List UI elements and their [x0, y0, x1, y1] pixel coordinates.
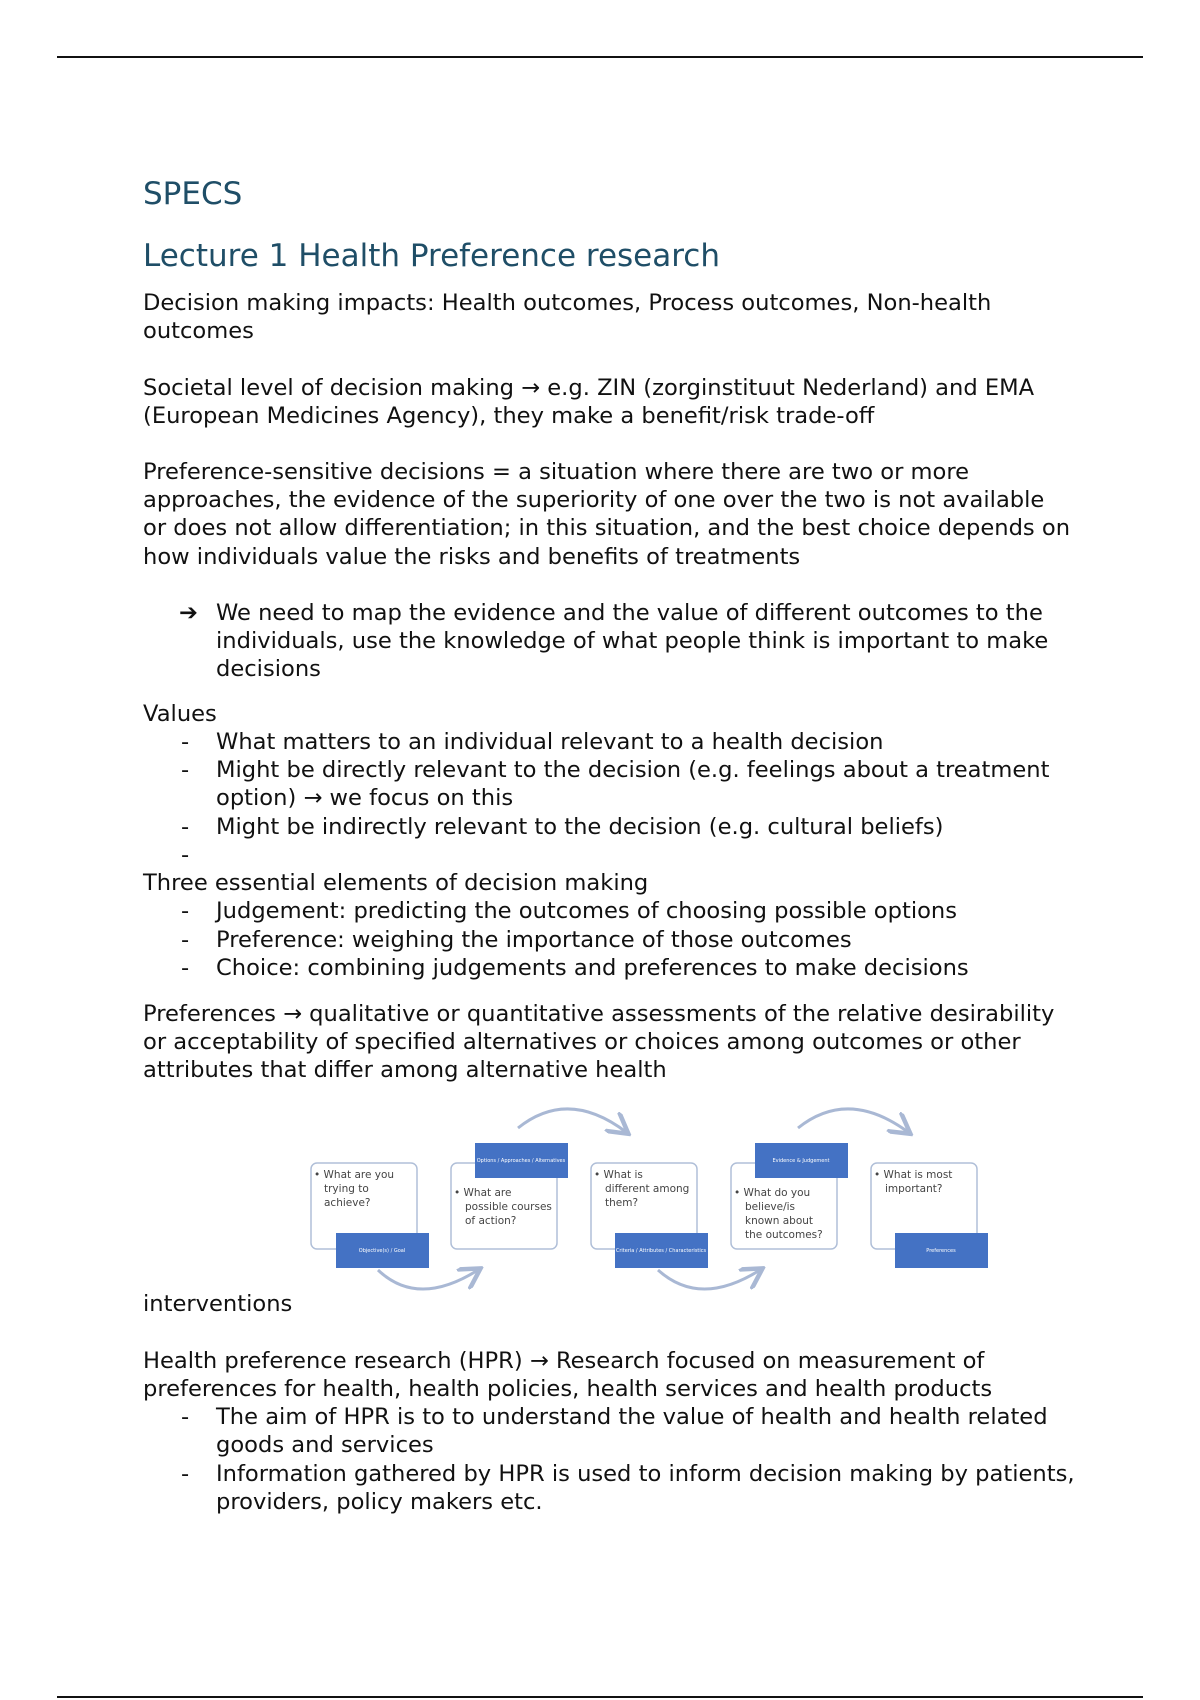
- list-item: The aim of HPR is to to understand the value of health and health related goods and services: [216, 1404, 1048, 1459]
- list-item: Preference: weighing the importance of those outcomes: [216, 927, 852, 953]
- list-dash: -: [181, 927, 190, 953]
- document-title: SPECS: [143, 176, 243, 212]
- arrow-point-text: We need to map the evidence and the value of different outcomes to the individuals, use the knowledge of what people think is important to make decisions: [216, 600, 1049, 683]
- banner-label: Criteria / Attributes / Characteristics: [615, 1248, 707, 1254]
- list-item: Information gathered by HPR is used to inform decision making by patients, providers, policy makers etc.: [216, 1461, 1075, 1516]
- list-item: What matters to an individual relevant to a health decision: [216, 729, 884, 755]
- elements-heading: Three essential elements of decision making: [143, 870, 649, 896]
- lecture-heading: Lecture 1 Health Preference research: [143, 238, 720, 274]
- arrow-bullet-icon: ➔: [179, 600, 198, 626]
- banner-label: Evidence & Judgement: [772, 1158, 830, 1164]
- paragraph-interventions: interventions: [143, 1291, 293, 1317]
- box-question: • What are you trying to achieve?: [314, 1169, 395, 1209]
- list-dash: -: [181, 1404, 190, 1430]
- decision-process-diagram: [308, 1100, 992, 1296]
- list-item: Judgement: predicting the outcomes of choosing possible options: [216, 898, 958, 924]
- list-dash: -: [181, 1461, 190, 1487]
- flow-arrow: [798, 1109, 908, 1132]
- paragraph-hpr: Health preference research (HPR) → Research focused on measurement of preferences for health, health policies, health services and health products: [143, 1348, 993, 1403]
- list-dash: -: [181, 814, 190, 840]
- list-dash: -: [181, 757, 190, 783]
- banner-label: Options / Approaches / Alternatives: [476, 1158, 566, 1164]
- list-item: Choice: combining judgements and preferences to make decisions: [216, 955, 969, 981]
- header-rule: [57, 56, 1143, 58]
- list-item: Might be indirectly relevant to the decision (e.g. cultural beliefs): [216, 814, 944, 840]
- paragraph-societal-level: Societal level of decision making → e.g. ZIN (zorginstituut Nederland) and EMA (European Medicines Agency), they make a benefit/risk trade-off: [143, 375, 1035, 430]
- list-dash: -: [181, 729, 190, 755]
- box-question: • What is different among them?: [594, 1169, 690, 1209]
- list-item: Might be directly relevant to the decision (e.g. feelings about a treatment option) → we focus on this: [216, 757, 1050, 812]
- box-question: • What is most important?: [874, 1169, 953, 1195]
- list-dash: -: [181, 955, 190, 981]
- box-question: • What do you believe/is known about the outcomes?: [734, 1187, 823, 1241]
- box-question: • What are possible courses of action?: [454, 1187, 552, 1227]
- flow-arrow: [658, 1270, 760, 1289]
- list-dash-empty: -: [181, 842, 190, 868]
- banner-label: Preferences: [926, 1248, 956, 1254]
- flow-arrow: [378, 1270, 478, 1289]
- paragraph-decision-impacts: Decision making impacts: Health outcomes, Process outcomes, Non-health outcomes: [143, 290, 992, 345]
- flow-arrow: [518, 1109, 626, 1132]
- footer-rule: [57, 1696, 1143, 1698]
- paragraph-preference-sensitive: Preference-sensitive decisions = a situation where there are two or more approaches, the evidence of the superiority of one over the two is not available or does not allow differentiation; in this situation, and the best choice depends on how individuals value the risks and benefits of treatments: [143, 459, 1071, 570]
- paragraph-preferences: Preferences → qualitative or quantitative assessments of the relative desirability or acceptability of specified alternatives or choices among outcomes or other attributes that differ among alternative health: [143, 1001, 1055, 1084]
- banner-label: Objective(s) / Goal: [358, 1248, 406, 1254]
- list-dash: -: [181, 898, 190, 924]
- values-heading: Values: [143, 701, 217, 727]
